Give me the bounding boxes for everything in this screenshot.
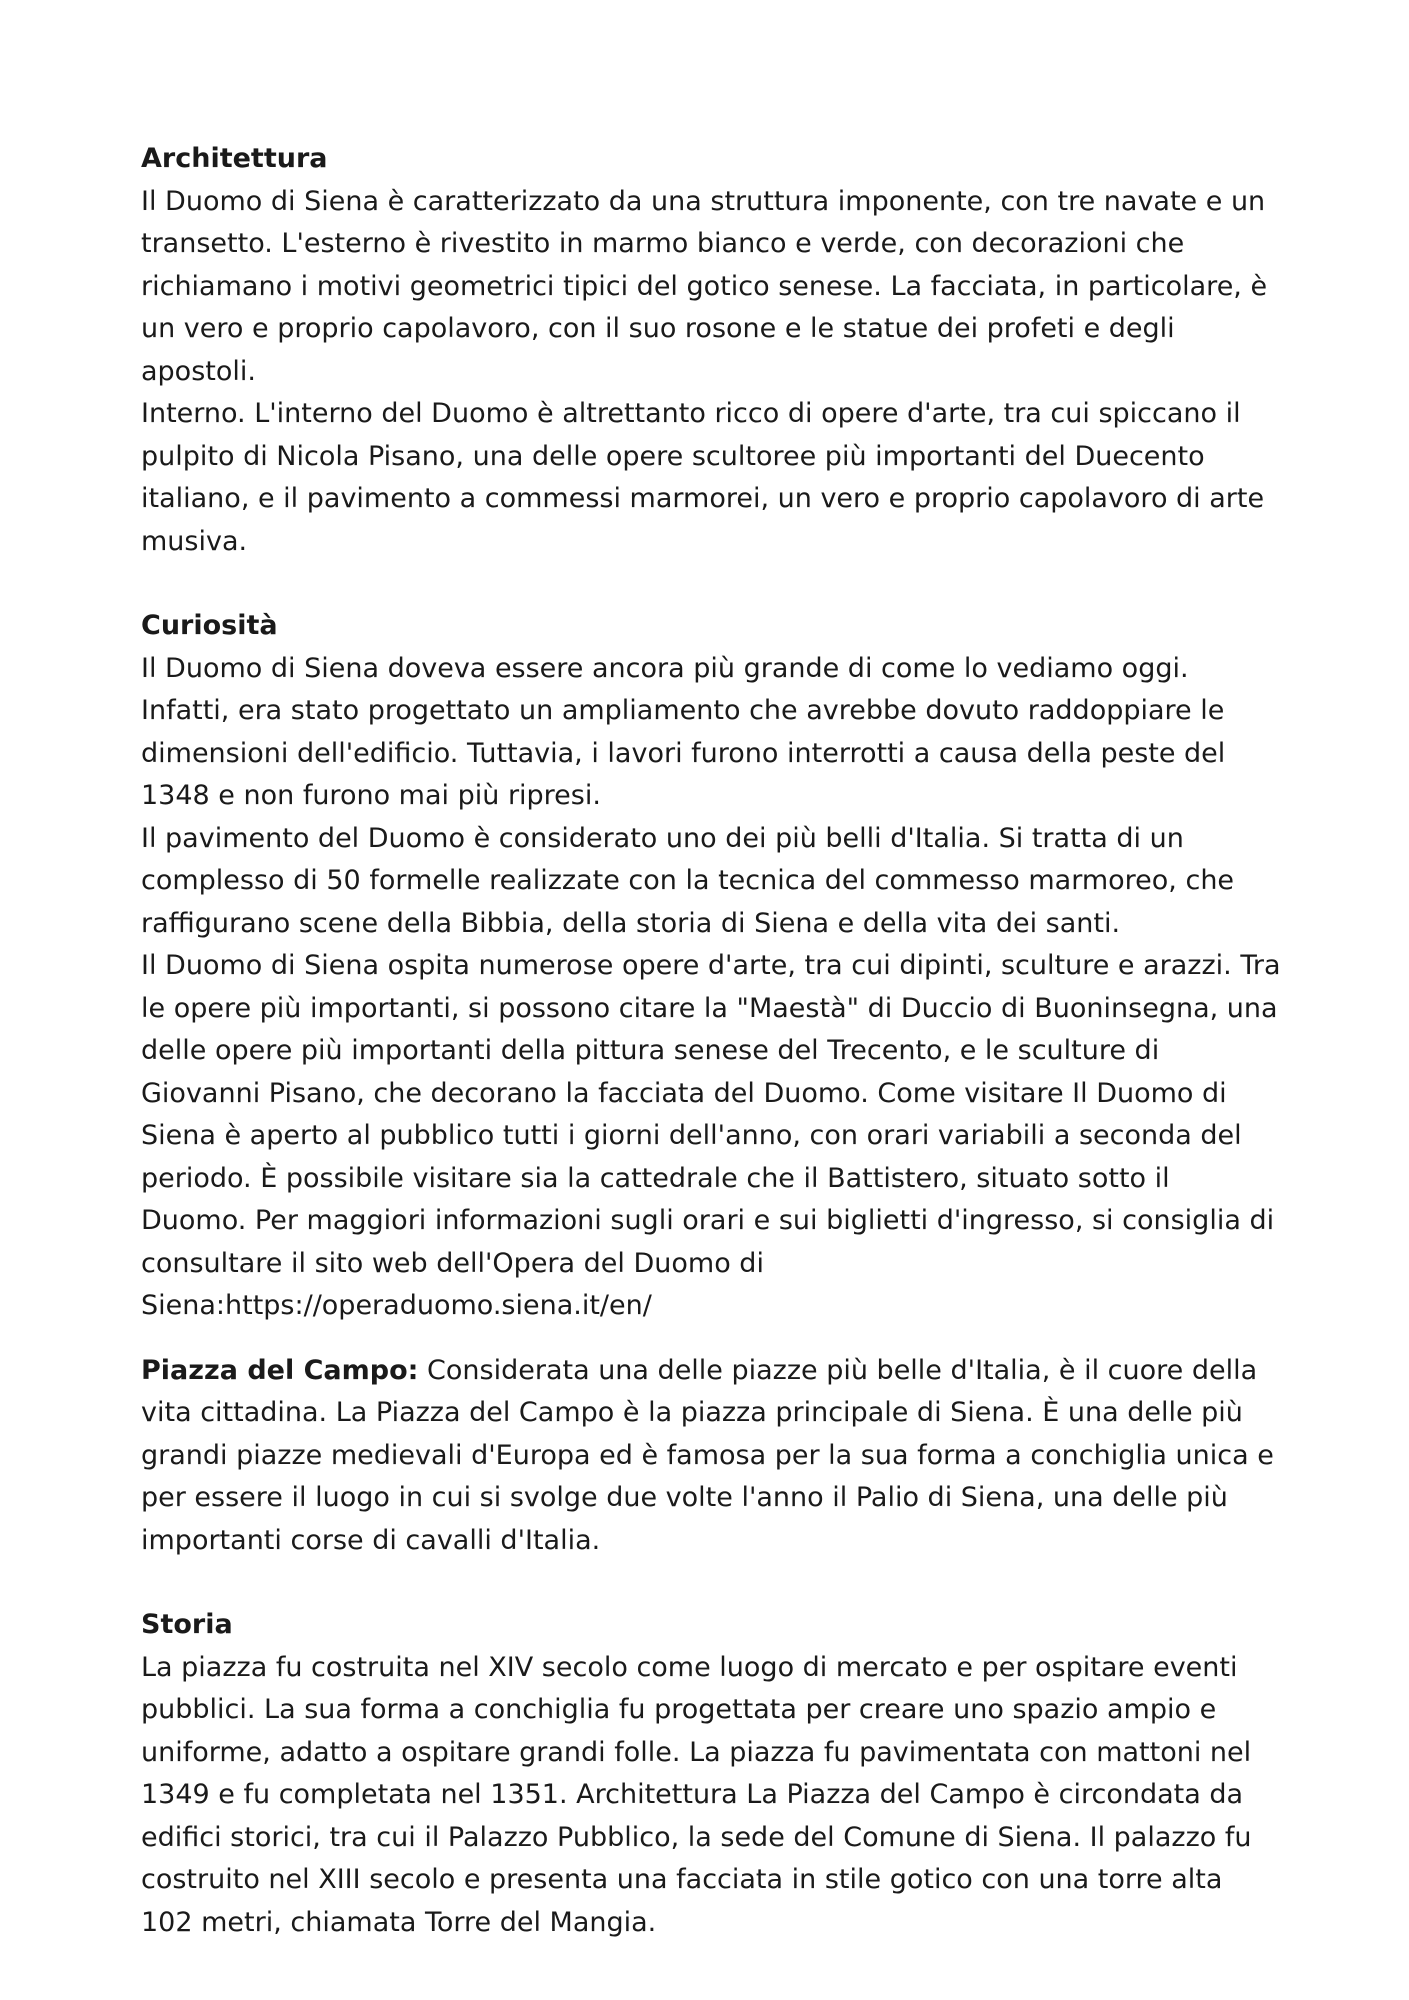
- paragraph-curiosita-opere: Il Duomo di Siena ospita numerose opere d'arte, tra cui dipinti, sculture e arazzi. Tra le opere più importanti, si possono citare la "Maestà" di Duccio di Buoninsegna, una delle opere più importanti della pittura senese del Trecento, e le sculture di Giovanni Pisano, che decorano la facciata del Duomo. Come visitare Il Duomo di Siena è aperto al pubblico tutti i giorni dell'anno, con orari variabili a seconda del periodo. È possibile visitare sia la cattedrale che il Battistero, situato sotto il Duomo. Per maggiori informazioni sugli orari e sui biglietti d'ingresso, si consiglia di consultare il sito web dell'Opera del Duomo di Siena:https://operaduomo.siena.it/en/: [141, 950, 1281, 1321]
- paragraph-curiosita-pavimento: Il pavimento del Duomo è considerato uno dei più belli d'Italia. Si tratta di un complesso di 50 formelle realizzate con la tecnica del commesso marmoreo, che raffigurano scene della Bibbia, della storia di Siena e della vita dei santi.: [141, 822, 1235, 939]
- section-spacer: [141, 1562, 1281, 1604]
- section-spacer: [141, 1328, 1281, 1350]
- piazza-lead-label: Piazza del Campo:: [141, 1354, 419, 1386]
- section-spacer: [141, 563, 1281, 605]
- heading-storia: Storia: [141, 1609, 233, 1640]
- heading-curiosita: Curiosità: [141, 610, 278, 641]
- paragraph-architettura-esterno: Il Duomo di Siena è caratterizzato da una struttura imponente, con tre navate e un transetto. L'esterno è rivestito in marmo bianco e verde, con decorazioni che richiamano i motivi geometrici tipici del gotico senese. La facciata, in particolare, è un vero e proprio capolavoro, con il suo rosone e le statue dei profeti e degli apostoli.: [141, 185, 1268, 387]
- paragraph-storia: La piazza fu costruita nel XIV secolo come luogo di mercato e per ospitare eventi pubblici. La sua forma a conchiglia fu progettata per creare uno spazio ampio e uniforme, adatto a ospitare grandi folle. La piazza fu pavimentata con mattoni nel 1349 e fu completata nel 1351. Architettura La Piazza del Campo è circondata da edifici storici, tra cui il Palazzo Pubblico, la sede del Comune di Siena. Il palazzo fu costruito nel XIII secolo e presenta una facciata in stile gotico con una torre alta 102 metri, chiamata Torre del Mangia.: [141, 1651, 1252, 1938]
- heading-architettura: Architettura: [141, 143, 328, 174]
- paragraph-curiosita-ampliamento: Il Duomo di Siena doveva essere ancora più grande di come lo vediamo oggi. Infatti, era stato progettato un ampliamento che avrebbe dovuto raddoppiare le dimensioni dell'edificio. Tuttavia, i lavori furono interrotti a causa della peste del 1348 e non furono mai più ripresi.: [141, 652, 1226, 811]
- piazza-text: Considerata una delle piazze più belle d'Italia, è il cuore della vita cittadina. La Piazza del Campo è la piazza principale di Siena. È una delle più grandi piazze medievali d'Europa ed è famosa per la sua forma a conchiglia unica e per essere il luogo in cui si svolge due volte l'anno il Palio di Siena, una delle più importanti corse di cavalli d'Italia.: [141, 1354, 1274, 1556]
- document-page: [141, 138, 1281, 1944]
- paragraph-piazza-del-campo: [141, 1350, 1281, 1563]
- paragraph-architettura-interno: Interno. L'interno del Duomo è altrettanto ricco di opere d'arte, tra cui spiccano il pulpito di Nicola Pisano, una delle opere scultoree più importanti del Duecento italiano, e il pavimento a commessi marmorei, un vero e proprio capolavoro di arte musiva.: [141, 398, 1265, 557]
